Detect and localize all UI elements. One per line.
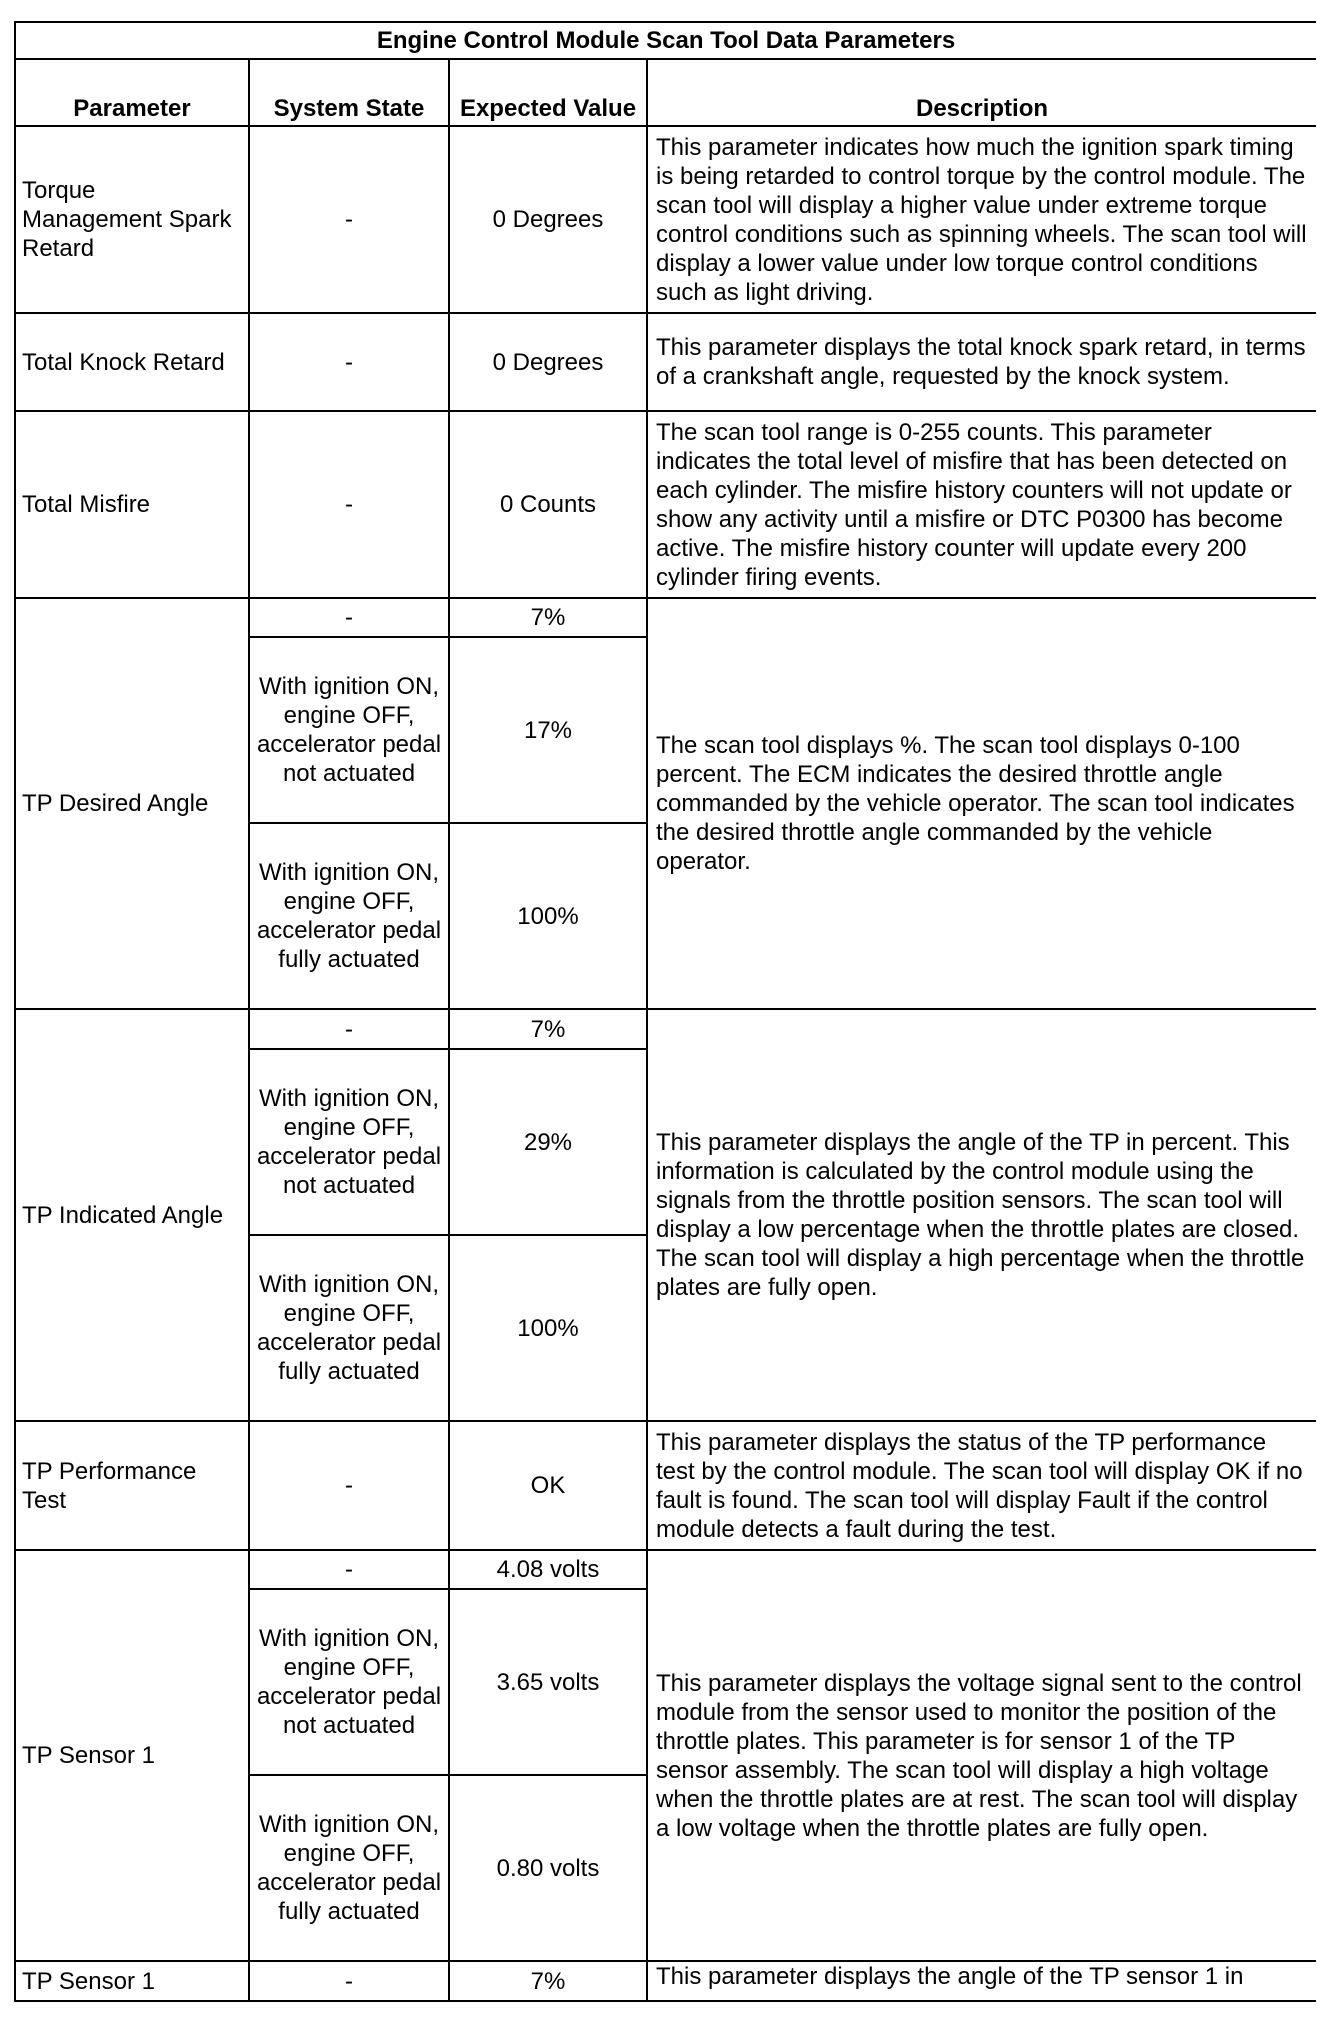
expected-value-cell: 0 Degrees — [449, 313, 647, 411]
table-row — [15, 313, 1316, 411]
parameter-cell: Torque Management Spark Retard — [15, 126, 249, 313]
expected-value-cell: 7% — [449, 1961, 647, 2001]
system-state-cell: - — [249, 313, 449, 411]
table-title: Engine Control Module Scan Tool Data Parameters — [15, 22, 1316, 59]
table-row — [15, 598, 1316, 637]
title-row — [15, 22, 1316, 59]
system-state-cell: With ignition ON, engine OFF, accelerator pedal fully actuated — [249, 1235, 449, 1421]
system-state-cell: With ignition ON, engine OFF, accelerator pedal not actuated — [249, 637, 449, 823]
expected-value-cell: 100% — [449, 823, 647, 1009]
parameter-cell: Total Misfire — [15, 411, 249, 598]
table-row — [15, 1550, 1316, 1589]
description-cell: This parameter displays the angle of the TP sensor 1 in — [647, 1961, 1316, 2001]
system-state-cell: With ignition ON, engine OFF, accelerator pedal fully actuated — [249, 823, 449, 1009]
system-state-cell: - — [249, 1550, 449, 1589]
parameter-cell: TP Sensor 1 — [15, 1550, 249, 1961]
expected-value-cell: OK — [449, 1421, 647, 1550]
header-row — [15, 59, 1316, 126]
description-cell: This parameter displays the angle of the TP in percent. This information is calculated by the control module using the signals from the throttle position sensors. The scan tool will display a low percentage when the throttle plates are closed. The scan tool will display a high percentage when the throttle plates are fully open. — [647, 1009, 1316, 1421]
table-row — [15, 1961, 1316, 2001]
description-cell: This parameter displays the voltage signal sent to the control module from the sensor used to monitor the position of the throttle plates. This parameter is for sensor 1 of the TP sensor assembly. The scan tool will display a high voltage when the throttle plates are at rest. The scan tool will display a low voltage when the throttle plates are fully open. — [647, 1550, 1316, 1961]
system-state-cell: - — [249, 1421, 449, 1550]
system-state-cell: - — [249, 126, 449, 313]
description-cell: This parameter displays the total knock spark retard, in terms of a crankshaft angle, requested by the knock system. — [647, 313, 1316, 411]
expected-value-cell: 100% — [449, 1235, 647, 1421]
system-state-cell: - — [249, 598, 449, 637]
system-state-cell: - — [249, 411, 449, 598]
system-state-cell: - — [249, 1961, 449, 2001]
expected-value-cell: 17% — [449, 637, 647, 823]
parameter-cell: TP Desired Angle — [15, 598, 249, 1009]
header-description: Description — [647, 59, 1316, 126]
description-cell: The scan tool range is 0-255 counts. This parameter indicates the total level of misfire that has been detected on each cylinder. The misfire history counters will not update or show any activity until a misfire or DTC P0300 has become active. The misfire history counter will update every 200 cylinder firing events. — [647, 411, 1316, 598]
description-cell: This parameter indicates how much the ignition spark timing is being retarded to control torque by the control module. The scan tool will display a higher value under extreme torque control conditions such as spinning wheels. The scan tool will display a lower value under low torque control conditions such as light driving. — [647, 126, 1316, 313]
table-row — [15, 411, 1316, 598]
header-system-state: System State — [249, 59, 449, 126]
table-row — [15, 126, 1316, 313]
system-state-cell: With ignition ON, engine OFF, accelerator pedal not actuated — [249, 1049, 449, 1235]
expected-value-cell: 7% — [449, 1009, 647, 1049]
table-row — [15, 1421, 1316, 1550]
expected-value-cell: 0 Degrees — [449, 126, 647, 313]
parameter-cell: TP Sensor 1 — [15, 1961, 249, 2001]
expected-value-cell: 0 Counts — [449, 411, 647, 598]
parameter-cell: Total Knock Retard — [15, 313, 249, 411]
expected-value-cell: 0.80 volts — [449, 1775, 647, 1961]
description-cell: This parameter displays the status of the TP performance test by the control module. The scan tool will display OK if no fault is found. The scan tool will display Fault if the control module detects a fault during the test. — [647, 1421, 1316, 1550]
expected-value-cell: 4.08 volts — [449, 1550, 647, 1589]
expected-value-cell: 3.65 volts — [449, 1589, 647, 1775]
parameter-cell: TP Indicated Angle — [15, 1009, 249, 1421]
parameter-cell: TP Performance Test — [15, 1421, 249, 1550]
system-state-cell: With ignition ON, engine OFF, accelerator pedal not actuated — [249, 1589, 449, 1775]
header-expected-value: Expected Value — [449, 59, 647, 126]
scan-tool-data-table — [14, 21, 1316, 2002]
header-parameter: Parameter — [15, 59, 249, 126]
expected-value-cell: 29% — [449, 1049, 647, 1235]
system-state-cell: - — [249, 1009, 449, 1049]
system-state-cell: With ignition ON, engine OFF, accelerator pedal fully actuated — [249, 1775, 449, 1961]
table-row — [15, 1009, 1316, 1049]
description-cell: The scan tool displays %. The scan tool displays 0-100 percent. The ECM indicates the desired throttle angle commanded by the vehicle operator. The scan tool indicates the desired throttle angle commanded by the vehicle operator. — [647, 598, 1316, 1009]
document-page — [14, 21, 1316, 2017]
expected-value-cell: 7% — [449, 598, 647, 637]
